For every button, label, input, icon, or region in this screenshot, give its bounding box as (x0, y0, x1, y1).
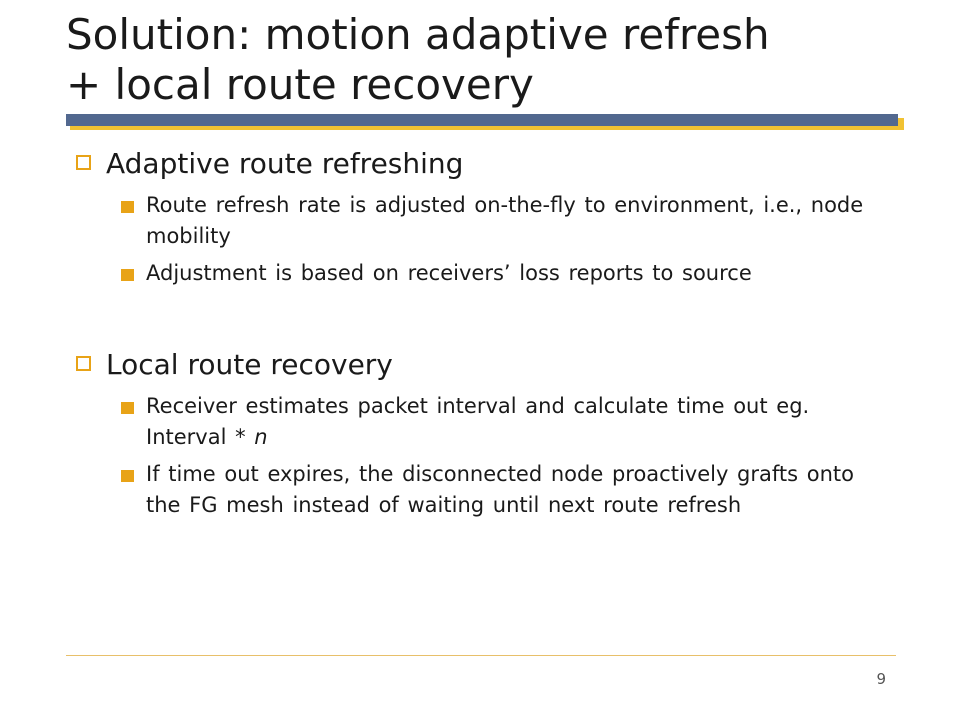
section-local-recovery (70, 343, 890, 521)
footer-divider (66, 655, 896, 656)
title-line-2: + local route recovery (66, 60, 534, 109)
bullet-item (70, 258, 890, 289)
bullet-item (70, 391, 890, 453)
slide-content (70, 142, 890, 521)
hollow-square-bullet-icon (76, 155, 91, 170)
slide-title (66, 10, 926, 110)
title-line-1: Solution: motion adaptive refresh (66, 10, 770, 59)
section-heading-text: Local route recovery (106, 348, 393, 381)
filled-square-bullet-icon (121, 402, 134, 414)
hollow-square-bullet-icon (76, 356, 91, 371)
bullet-text: Receiver estimates packet interval and calculate time out eg. Interval * n (146, 394, 810, 449)
section-heading (70, 343, 890, 387)
bullet-item (70, 459, 890, 521)
section-heading (70, 142, 890, 186)
section-adaptive-refresh (70, 142, 890, 289)
filled-square-bullet-icon (121, 269, 134, 281)
title-bar (66, 114, 898, 126)
bullet-item (70, 190, 890, 252)
page-number: 9 (876, 670, 886, 688)
filled-square-bullet-icon (121, 201, 134, 213)
variable-n: n (254, 425, 268, 449)
bullet-text: Adjustment is based on receivers’ loss reports to source (146, 261, 752, 285)
bullet-text: Route refresh rate is adjusted on-the-fly to environment, i.e., node mobility (146, 193, 864, 248)
bullet-text: If time out expires, the disconnected node proactively grafts onto the FG mesh instead of waiting until next route refresh (146, 462, 855, 517)
section-heading-text: Adaptive route refreshing (106, 147, 464, 180)
filled-square-bullet-icon (121, 470, 134, 482)
